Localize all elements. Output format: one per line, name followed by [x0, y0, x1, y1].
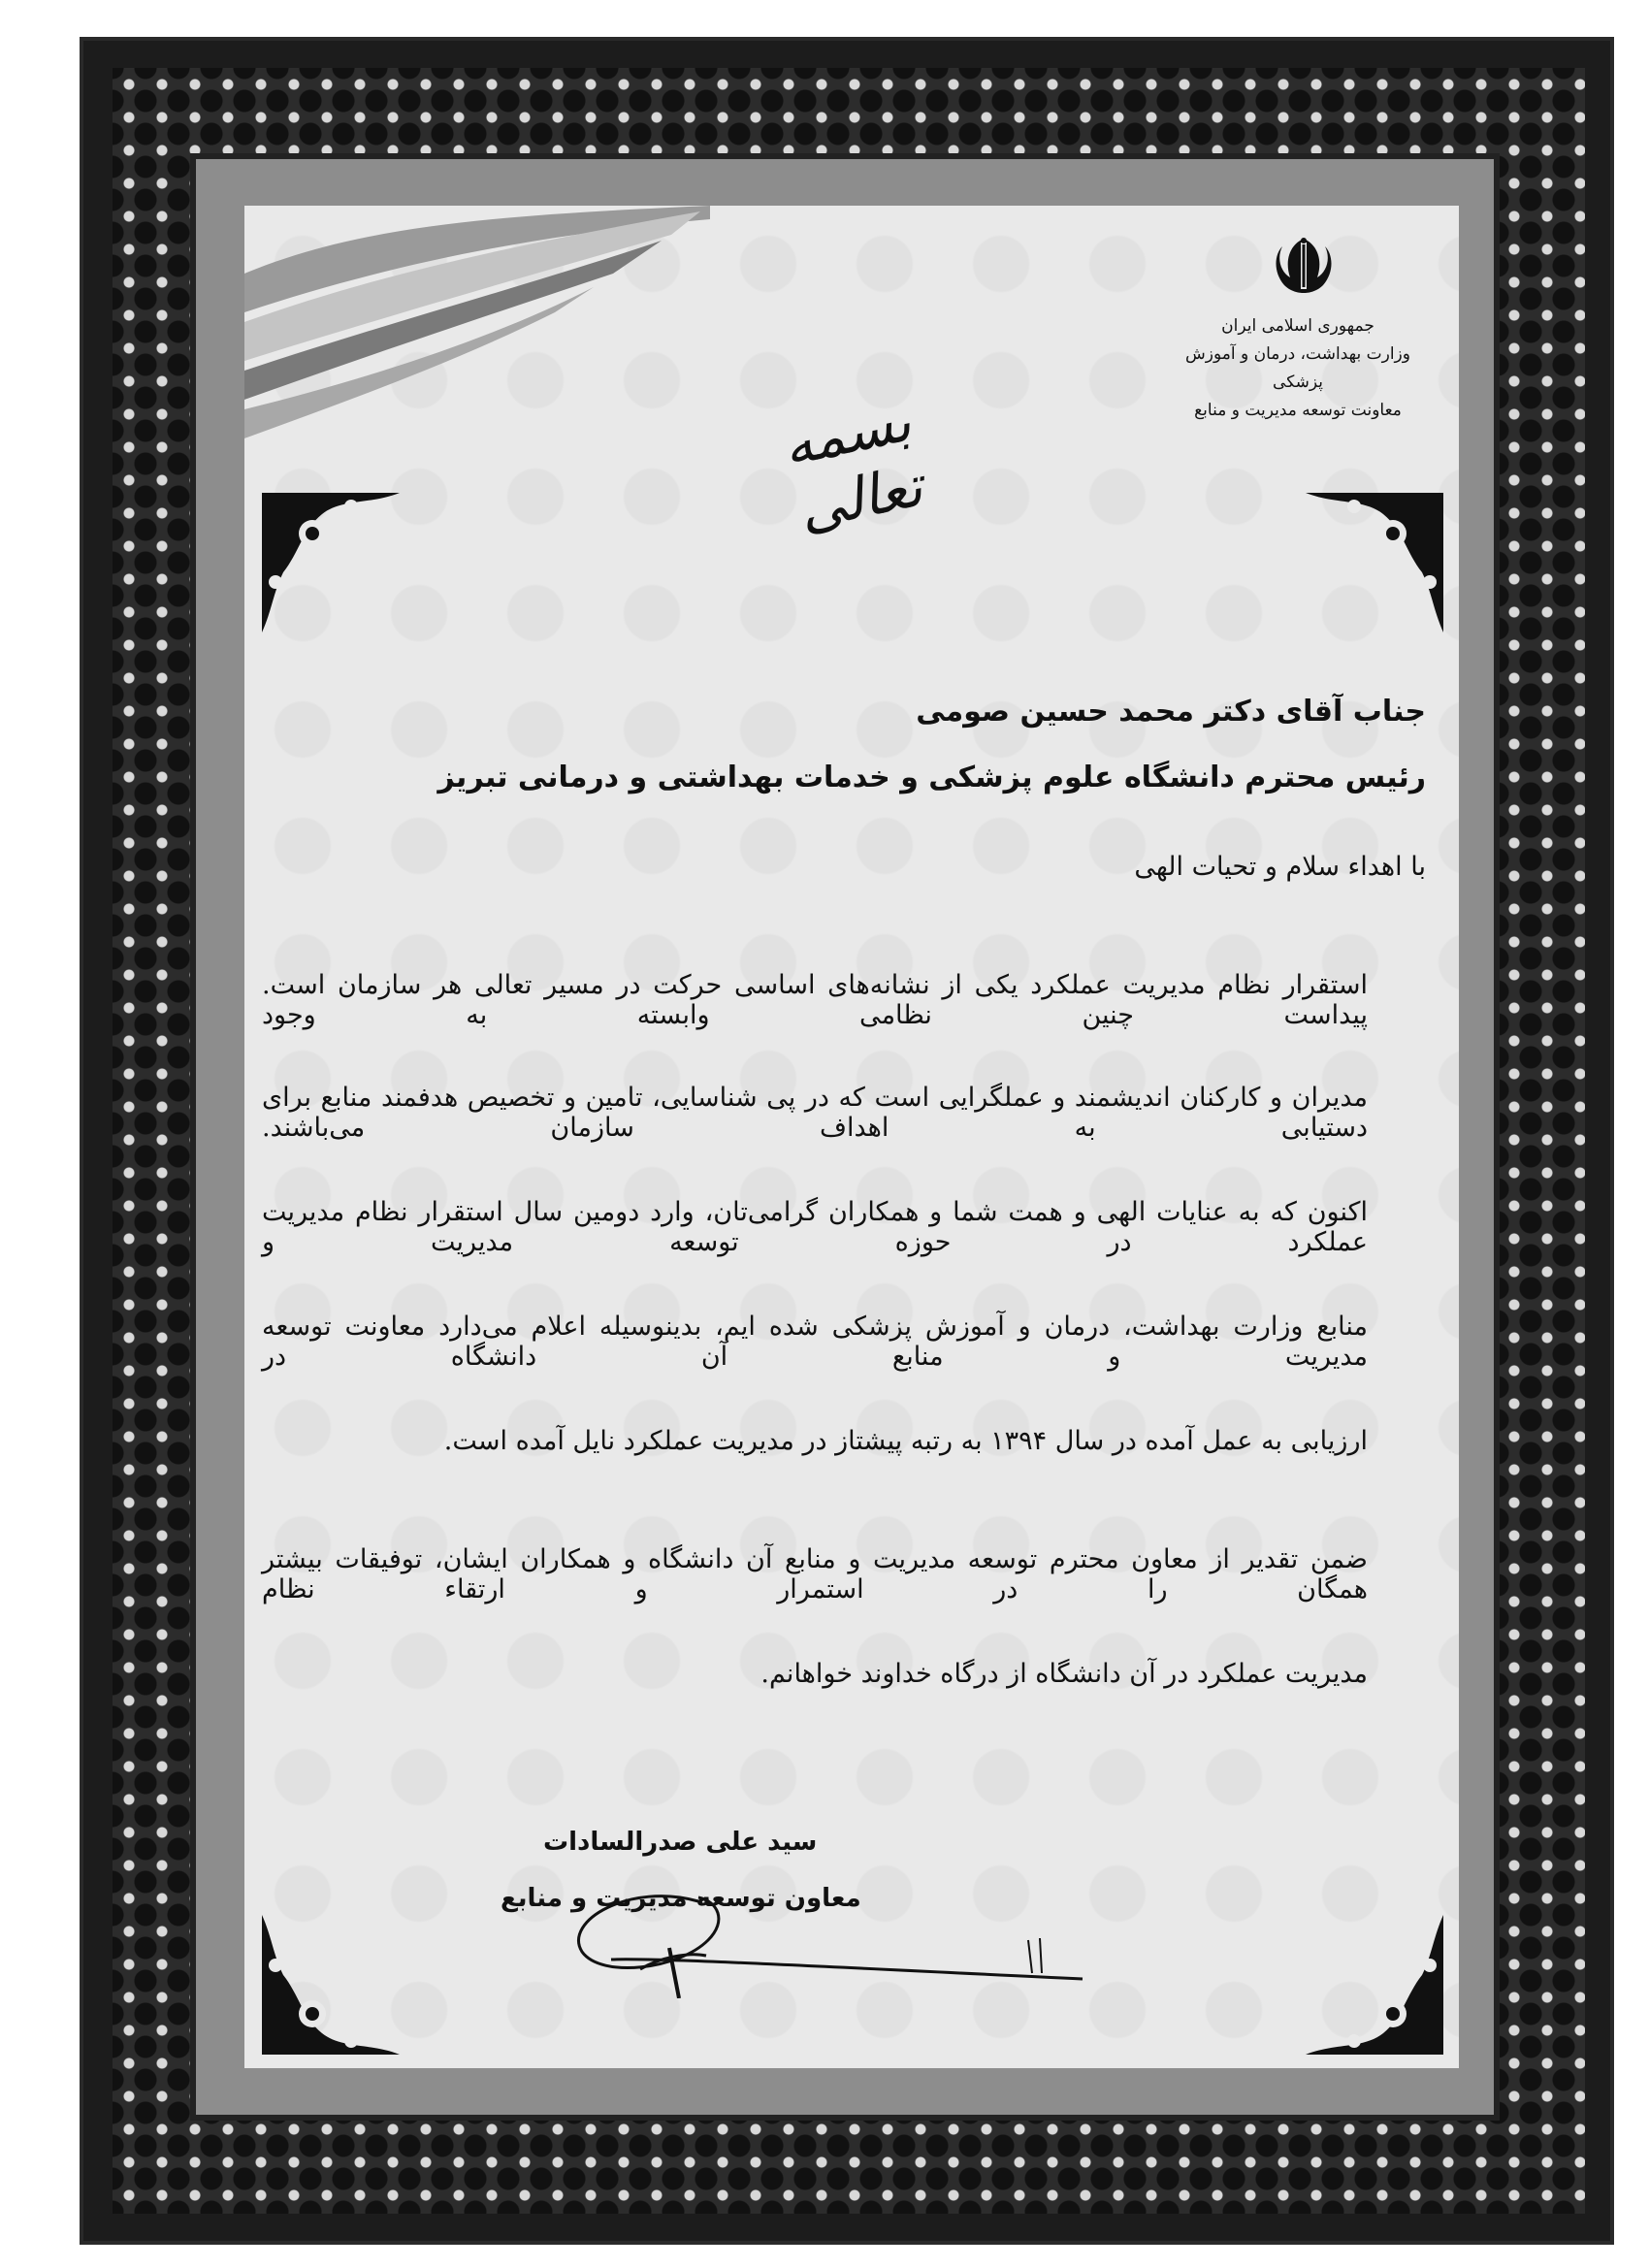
letterhead-country: جمهوری اسلامی ایران: [1221, 316, 1374, 336]
body-line: ضمن تقدیر از معاون محترم توسعه مدیریت و منابع آن دانشگاه و همکاران ایشان، توفیقات بیشتر همگان را در استمرار و ارتقاء نظام: [262, 1544, 1368, 1604]
body-line: منابع وزارت بهداشت، درمان و آموزش پزشکی شده ایم، بدینوسیله اعلام می‌دارد معاونت توسعه مدیریت و منابع آن دانشگاه در: [262, 1312, 1368, 1372]
body-line: مدیران و کارکنان اندیشمند و عملگرایی است که در پی شناسایی، تامین و تخصیص هدفمند منابع برای دستیابی به اهداف سازمان می‌باشند.: [262, 1083, 1368, 1143]
addressee-name: جناب آقای دکتر محمد حسین صومی: [916, 695, 1426, 729]
handwritten-signature: [543, 1843, 1086, 1998]
corner-ornament-bottom-left: [254, 1907, 409, 2062]
letterhead-department: معاونت توسعه مدیریت و منابع: [1194, 401, 1402, 420]
signer-title: معاون توسعه مدیریت و منابع: [501, 1884, 861, 1913]
body-line: اکنون که به عنایات الهی و همت شما و همکاران گرامی‌تان، وارد دومین سال استقرار نظام مدیریت عملکرد در حوزه توسعه مدیریت و: [262, 1197, 1368, 1257]
body-line: ارزیابی به عمل آمده در سال ۱۳۹۴ به رتبه پیشتاز در مدیریت عملکرد نایل آمده است.: [443, 1426, 1368, 1456]
invocation-heading: بسمه تعالی: [777, 387, 928, 543]
corner-ornament-top-left: [254, 485, 409, 640]
corner-ornament-bottom-right: [1296, 1907, 1451, 2062]
iran-emblem-icon: [1269, 233, 1339, 297]
addressee-title: رئیس محترم دانشگاه علوم پزشکی و خدمات بهداشتی و درمانی تبریز: [437, 761, 1426, 794]
letterhead-ministry: وزارت بهداشت، درمان و آموزش پزشکی: [1185, 344, 1410, 392]
decorative-swoosh: [244, 206, 710, 438]
corner-ornament-top-right: [1296, 485, 1451, 640]
body-line: مدیریت عملکرد در آن دانشگاه از درگاه خداوند خواهانم.: [760, 1659, 1368, 1689]
body-line: استقرار نظام مدیریت عملکرد یکی از نشانه‌های اساسی حرکت در مسیر تعالی هر سازمان است. پیداست چنین نظامی وابسته به وجود: [262, 970, 1368, 1030]
greeting-line: با اهداء سلام و تحیات الهی: [1134, 852, 1426, 882]
letterhead: [1172, 312, 1424, 425]
signer-name: سید علی صدرالسادات: [543, 1828, 818, 1857]
